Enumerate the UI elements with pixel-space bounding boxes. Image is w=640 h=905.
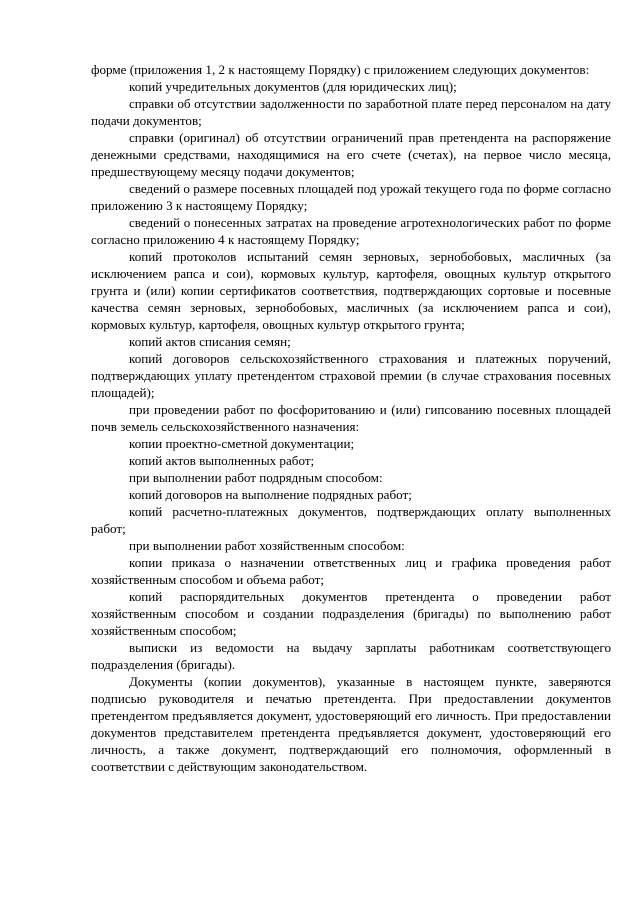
list-item-design-estimate-docs: копии проектно-сметной документации; xyxy=(129,436,355,451)
list-item-seed-test-protocols: копий протоколов испытаний семян зерновых, зернобобовых, масличных (за исключением рапса и сои), кормовых культур, картофеля, овощных культур открытого грунта и (или) копии сертификатов соответствия, подтверждающих сортовые и посевные качества семян зерновых, зернобобовых, масличных (за исключением рапса и сои), кормовых культур, картофеля, овощных культур открытого грунта; xyxy=(91,249,611,332)
list-item-seed-write-off-acts: копий актов списания семян; xyxy=(129,334,291,349)
list-item-administrative-documents: копий распорядительных документов претендента о проведении работ хозяйственным способом и создании подразделения (бригады) по выполнению работ хозяйственным способом; xyxy=(91,589,611,638)
list-item-in-house-method-intro: при выполнении работ хозяйственным способом: xyxy=(129,538,405,553)
list-item-phosphoritization-intro: при проведении работ по фосфоритованию и (или) гипсованию посевных площадей почв земель сельскохозяйственного назначения: xyxy=(91,402,611,434)
document-body xyxy=(91,61,611,775)
paragraph-certification-rules: Документы (копии документов), указанные в настоящем пункте, заверяются подписью руководителя и печатью претендента. При предоставлении документов претендентом предъявляется документ, удостоверяющий его личность. При предоставлении документов представителем претендента предъявляется документ, удостоверяющий его личность, а также документ, подтверждающий его полномочия, оформленный в соответствии с действующим законодательством. xyxy=(91,674,611,774)
list-item-completed-work-acts: копий актов выполненных работ; xyxy=(129,453,315,468)
list-item-payroll-extracts: выписки из ведомости на выдачу зарплаты работникам соответствующего подразделения (бригады). xyxy=(91,640,611,672)
list-item-contract-method-intro: при выполнении работ подрядным способом: xyxy=(129,470,383,485)
list-item-insurance-contracts: копий договоров сельскохозяйственного страхования и платежных поручений, подтверждающих уплату претендентом страховой премии (в случае страхования посевных площадей); xyxy=(91,351,611,400)
list-item-constituent-documents: копий учредительных документов (для юридических лиц); xyxy=(129,79,457,94)
list-item-sown-area-info: сведений о размере посевных площадей под урожай текущего года по форме согласно приложению 3 к настоящему Порядку; xyxy=(91,181,611,213)
list-item-agrotech-costs-info: сведений о понесенных затратах на проведение агротехнологических работ по форме согласно приложению 4 к настоящему Порядку; xyxy=(91,215,611,247)
list-item-contract-agreements: копий договоров на выполнение подрядных работ; xyxy=(129,487,412,502)
paragraph-continuation: форме (приложения 1, 2 к настоящему Порядку) с приложением следующих документов: xyxy=(91,62,590,77)
list-item-payment-documents: копий расчетно-платежных документов, подтверждающих оплату выполненных работ; xyxy=(91,504,611,536)
list-item-appointment-order: копии приказа о назначении ответственных лиц и графика проведения работ хозяйственным способом и объема работ; xyxy=(91,555,611,587)
list-item-salary-debt-certificate: справки об отсутствии задолженности по заработной плате перед персоналом на дату подачи документов; xyxy=(91,96,611,128)
list-item-funds-restriction-certificate: справки (оригинал) об отсутствии ограничений прав претендента на распоряжение денежными средствами, находящимися на его счете (счетах), на первое число месяца, предшествующему месяцу подачи документов; xyxy=(91,130,611,179)
